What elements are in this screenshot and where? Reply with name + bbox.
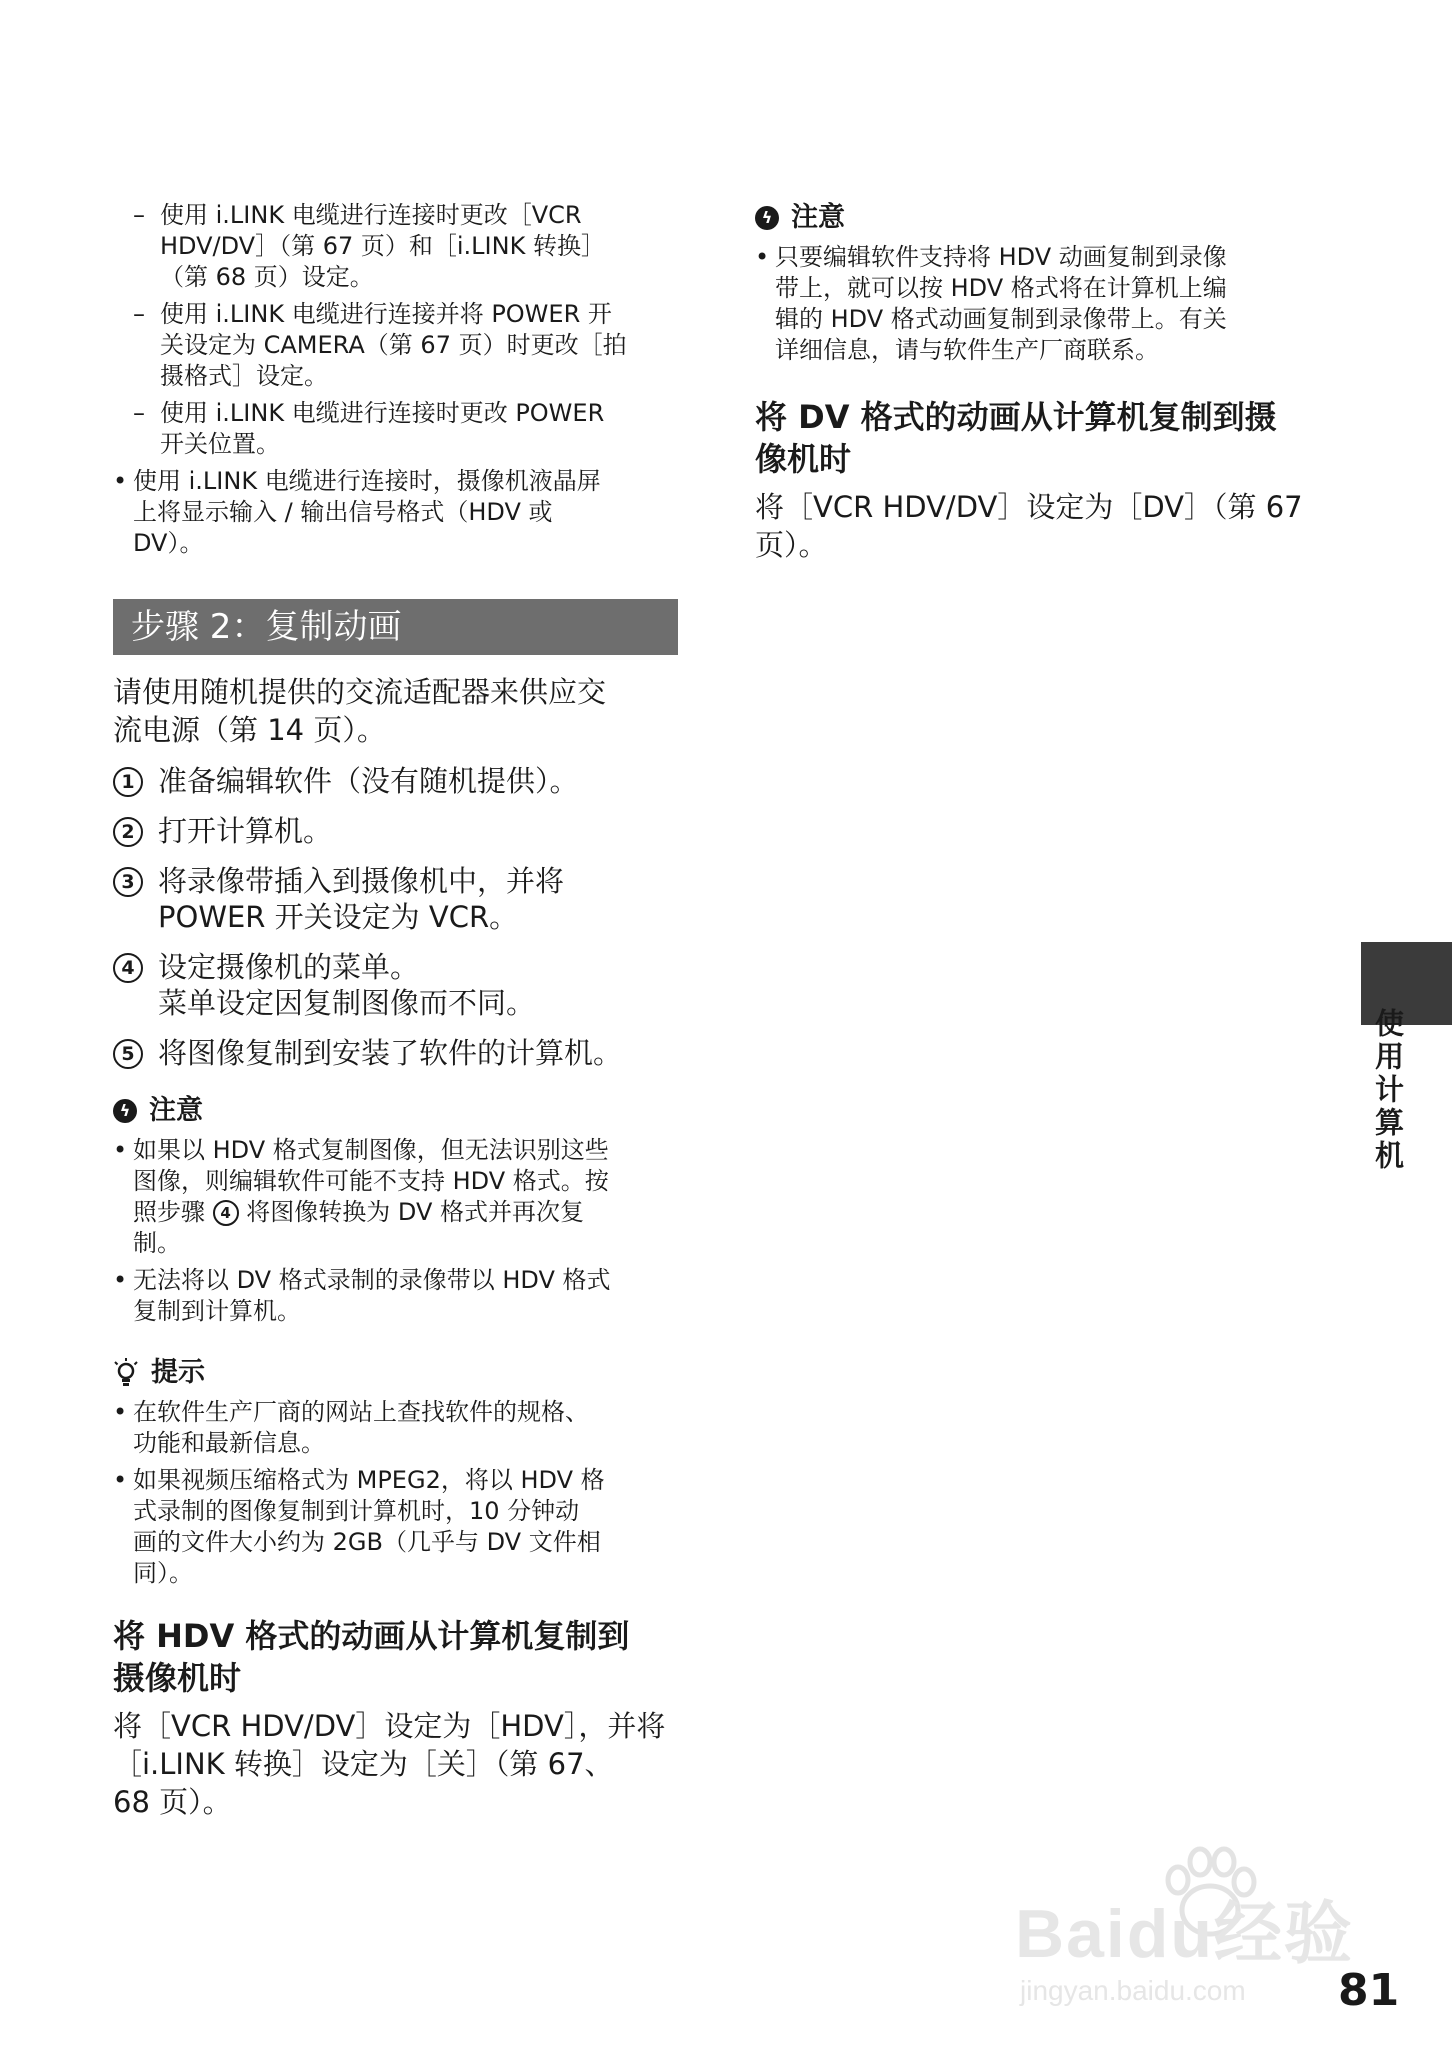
text-line: 将 HDV 格式的动画从计算机复制到 [113,1617,630,1655]
text-line: 设定摄像机的菜单。 [158,950,420,984]
text-line: （第 68 页）设定。 [160,263,374,291]
text-line: 上将显示输入 / 输出信号格式（HDV 或 [133,498,553,526]
text-line: 将［VCR HDV/DV］设定为［DV］（第 67 [755,490,1303,524]
text-fragment: 照步骤 [133,1198,213,1226]
step-item [113,949,678,1021]
text-line: HDV/DV］（第 67 页）和［i.LINK 转换］ [160,232,605,260]
step-number-icon: 5 [113,1039,143,1069]
text-line: 开关位置。 [160,430,280,458]
dash-list [113,200,678,460]
text-line: 复制到计算机。 [133,1297,301,1325]
text-line: 图像，则编辑软件可能不支持 HDV 格式。按 [133,1167,609,1195]
left-column [113,200,678,1821]
text-line: – 使用 i.LINK 电缆进行连接并将 POWER 开 [160,300,612,328]
text-line: POWER 开关设定为 VCR。 [158,900,519,934]
text-line: ［i.LINK 转换］设定为［关］（第 67、 [113,1747,614,1781]
note-title: 注意 [791,202,845,233]
hdv-heading [113,1615,678,1699]
text-line: 详细信息，请与软件生产厂商联系。 [775,336,1159,364]
watermark-brand: Baidu经验 [1015,1896,1354,1972]
text-line: 将录像带插入到摄像机中，并将 [158,864,565,898]
text-line: 功能和最新信息。 [133,1429,325,1457]
tip-item [113,1465,678,1589]
step-number-icon: 1 [113,767,143,797]
hdv-body [113,1707,678,1821]
text-line: 68 页）。 [113,1785,232,1819]
text-line: 摄像机时 [113,1659,242,1697]
text-fragment: 将图像转换为 DV 格式并再次复 [238,1198,585,1226]
note-list [113,1135,678,1327]
tip-list [113,1397,678,1589]
text-line: • 使用 i.LINK 电缆进行连接时，摄像机液晶屏 [133,467,601,495]
text-line: 准备编辑软件（没有随机提供）。 [158,764,579,798]
step-number-icon: 2 [113,817,143,847]
text-line: 摄格式］设定。 [160,362,328,390]
right-column [755,200,1315,564]
text-line: 带上，就可以按 HDV 格式将在计算机上编 [775,274,1227,302]
tip-heading [113,1355,678,1391]
note-item [113,1135,678,1259]
text-line: 制。 [133,1229,181,1257]
text-line: • 无法将以 DV 格式录制的录像带以 HDV 格式 [133,1266,611,1294]
text-line: 流电源（第 14 页）。 [113,713,386,747]
step-number-icon: 3 [113,867,143,897]
tip-title: 提示 [151,1357,205,1388]
step-item [113,813,678,849]
dash-item [113,398,678,460]
text-line: 像机时 [755,440,852,478]
step-number-icon: 4 [113,953,143,983]
text-line: 打开计算机。 [158,814,333,848]
text-line: 页）。 [755,528,828,562]
lightbulb-icon [113,1358,139,1388]
note-title: 注意 [149,1095,203,1126]
text-line: 画的文件大小约为 2GB（几乎与 DV 文件相 [133,1528,601,1556]
text-line: DV）。 [133,529,204,557]
text-line: 式录制的图像复制到计算机时，10 分钟动 [133,1497,580,1525]
side-label: 使用计算机 [1371,1008,1405,1173]
section-title-bar: 步骤 2：复制动画 [113,599,678,655]
dash-item [113,299,678,392]
text-line: 辑的 HDV 格式动画复制到录像带上。有关 [775,305,1227,333]
caution-icon: ϟ [113,1099,137,1123]
bullet-item [113,466,678,559]
note-item [113,1265,678,1327]
text-line: – 使用 i.LINK 电缆进行连接时更改［VCR [160,201,582,229]
intro-text [113,673,678,749]
text-line [133,1197,678,1228]
text-line: 将 DV 格式的动画从计算机复制到摄 [755,398,1277,436]
step-number-icon: 4 [213,1200,239,1226]
bullet-list [113,466,678,559]
dash-item [113,200,678,293]
text-line: 同）。 [133,1559,193,1587]
text-line: 请使用随机提供的交流适配器来供应交 [113,675,607,709]
text-line: 将［VCR HDV/DV］设定为［HDV］，并将 [113,1709,666,1743]
dv-body [755,488,1315,564]
text-line: • 如果以 HDV 格式复制图像，但无法识别这些 [133,1136,609,1164]
text-line: • 如果视频压缩格式为 MPEG2，将以 HDV 格 [133,1466,605,1494]
tip-item [113,1397,678,1459]
text-line: 关设定为 CAMERA（第 67 页）时更改［拍 [160,331,627,359]
text-line: 菜单设定因复制图像而不同。 [158,986,536,1020]
dv-heading [755,396,1315,480]
note-item [755,242,1315,366]
note-list [755,242,1315,366]
step-item [113,1035,678,1071]
text-line: • 只要编辑软件支持将 HDV 动画复制到录像 [775,243,1227,271]
step-item [113,863,678,935]
watermark-url: jingyan.baidu.com [1020,1975,1246,2006]
text-line: – 使用 i.LINK 电缆进行连接时更改 POWER [160,399,605,427]
page-number: 81 [1338,1965,1400,2016]
step-item [113,763,678,799]
note-heading [755,200,1315,236]
step-list [113,763,678,1071]
note-heading [113,1093,678,1129]
caution-icon: ϟ [755,206,779,230]
text-line: 将图像复制到安装了软件的计算机。 [158,1036,623,1070]
text-line: • 在软件生产厂商的网站上查找软件的规格、 [133,1398,589,1426]
